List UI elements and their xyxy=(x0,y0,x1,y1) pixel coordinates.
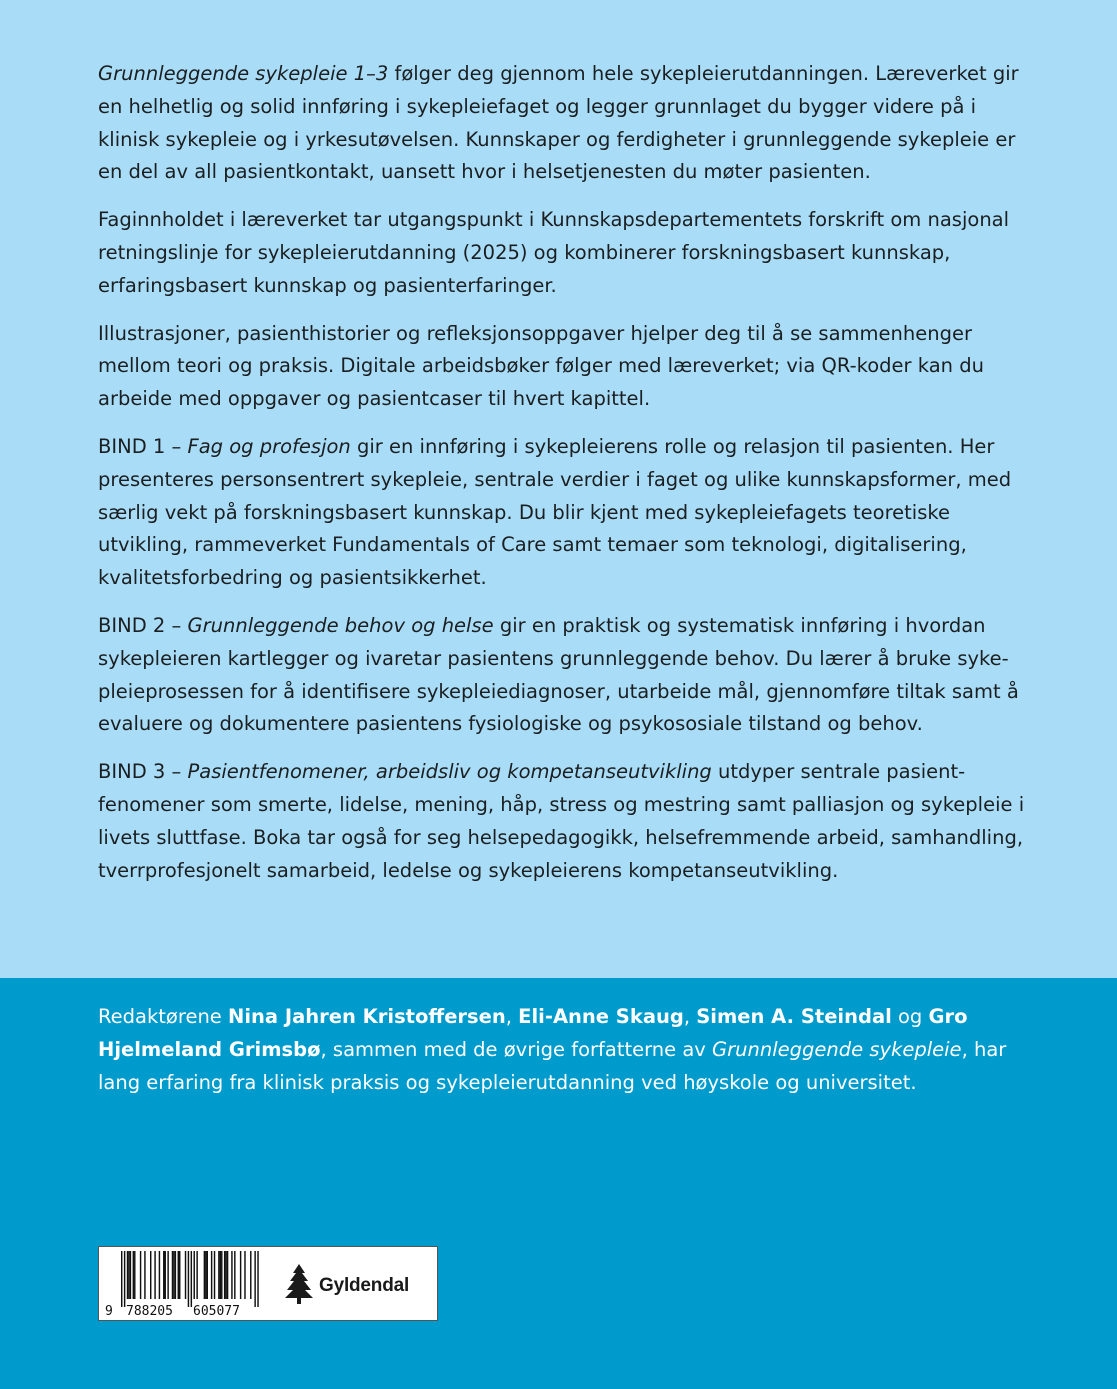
bind1-label: BIND 1 – xyxy=(98,434,188,458)
barcode-bar xyxy=(167,1251,168,1299)
barcode-bar xyxy=(234,1251,235,1299)
barcode-bar xyxy=(214,1251,215,1299)
barcode-bar xyxy=(250,1251,251,1299)
barcode-bar xyxy=(154,1251,155,1299)
barcode-bar xyxy=(134,1251,135,1299)
barcode-first-digit: 9 xyxy=(105,1304,113,1319)
editors-sep-1: , xyxy=(505,1005,519,1028)
barcode-bar xyxy=(128,1251,129,1299)
barcode-bar xyxy=(221,1251,222,1299)
editors-suffix: , har lang erfaring fra klinisk praksis og sykepleierutdanning ved høyskole og universitet. xyxy=(98,1038,1007,1094)
barcode-bar xyxy=(124,1251,125,1307)
intro-paragraph xyxy=(98,58,1033,189)
barcode-bar xyxy=(179,1251,180,1299)
bind2-text: gir en praktisk og systematisk innføring i hvordan sykepleieren kartlegger og ivaretar pasientens grunnleggende behov. Du lærer å bruke sykepleieprosessen for å identifisere sykepleiediagnoser, utarbeide mål, gjennomføre tiltak samt å evaluere og dokumentere pasientens fysiologiske og psykososiale tilstand og behov. xyxy=(98,613,1019,736)
barcode-bar xyxy=(133,1251,134,1299)
barcode-bar xyxy=(240,1251,241,1299)
barcode-bar xyxy=(257,1251,258,1307)
barcode-bar xyxy=(196,1251,197,1299)
bind1-title: Fag og profesjon xyxy=(187,434,351,458)
barcode-bar xyxy=(173,1251,174,1299)
barcode-bar xyxy=(231,1251,232,1299)
barcode-bar xyxy=(140,1251,141,1299)
barcode-bar xyxy=(205,1251,206,1299)
barcode-bar xyxy=(159,1251,160,1299)
barcode-bar xyxy=(178,1251,179,1299)
barcode-bar xyxy=(204,1251,205,1299)
editor-name-1: Nina Jahren Kristoffersen xyxy=(228,1005,506,1028)
barcode-bar xyxy=(121,1251,122,1307)
editors-sep-3: og xyxy=(891,1005,929,1028)
barcode-bar xyxy=(211,1251,212,1299)
barcode-bar xyxy=(127,1251,128,1299)
barcode-bar xyxy=(130,1251,131,1299)
barcode-bar xyxy=(254,1251,255,1307)
editors-prefix: Redaktørene xyxy=(98,1005,229,1028)
editors-sep-2: , xyxy=(683,1005,697,1028)
barcode-bar xyxy=(188,1251,189,1307)
bind1-text: gir en innføring i sykepleierens rolle og relasjon til pasienten. Her presenteres personsentrert sykepleie, sentrale verdier i faget og ulike kunnskapsformer, med særlig vekt på forskningsbasert kunnskap. Du blir kjent med sykepleiefagets teoretiske utvikling, rammeverket Fundamentals of Care samt temaer som teknologi, digitalisering, kvalitetsforbedring og pasientsikkerhet. xyxy=(98,434,1012,590)
illustrations-paragraph: Illustrasjoner, pasienthistorier og refleksjonsoppgaver hjelper deg til å se sammenhenger mellom teori og praksis. Digitale arbeidsbøker følger med læreverket; via QR-koder kan du arbeide med oppgaver og pasientcaser til hvert kapittel. xyxy=(98,321,984,411)
bind2-label: BIND 2 – xyxy=(98,613,188,637)
editors-mid: , sammen med de øvrige forfatterne av xyxy=(320,1038,713,1061)
description-text xyxy=(98,58,1033,902)
barcode-bar xyxy=(244,1251,245,1299)
barcode-left-digits: 788205 xyxy=(126,1304,173,1319)
barcode-bar xyxy=(185,1251,186,1299)
barcode-box xyxy=(98,1246,438,1321)
editors-book-title: Grunnleggende sykepleie xyxy=(712,1038,962,1061)
editor-name-2: Eli-Anne Skaug xyxy=(518,1005,684,1028)
editors-paragraph xyxy=(98,1000,1033,1099)
barcode-bar xyxy=(194,1251,195,1299)
barcode-bar xyxy=(191,1251,192,1307)
curriculum-paragraph: Faginnholdet i læreverket tar utgangspunkt i Kunnskapsdepartementets forskrift om nasjonal retningslinje for sykepleierutdanning (2025) og kombinerer forskningsbasert kunnskap, erfaringsbasert kunnskap og pasienterfaringer. xyxy=(98,208,1010,297)
publisher-name: Gyldendal xyxy=(319,1275,410,1296)
bind3-paragraph xyxy=(98,756,1033,887)
barcode-bar xyxy=(172,1251,173,1299)
barcode-right-digits: 605077 xyxy=(193,1304,240,1319)
barcode-bar xyxy=(163,1251,164,1299)
editor-name-3: Simen A. Steindal xyxy=(696,1005,892,1028)
barcode-bar xyxy=(224,1251,225,1299)
barcode-bar xyxy=(144,1251,145,1299)
barcode-bar xyxy=(227,1251,228,1299)
barcode-bar xyxy=(218,1251,219,1299)
barcode-bar xyxy=(150,1251,151,1299)
bind3-title: Pasientfenomener, arbeidsliv og kompetanseutvikling xyxy=(187,760,712,784)
bind3-label: BIND 3 – xyxy=(98,760,188,784)
bind2-title: Grunnleggende behov og helse xyxy=(187,613,494,637)
bind3-text: utdyper sentrale pasientfenomener som smerte, lidelse, mening, håp, stress og mestring samt palliasjon og sykepleie i livets sluttfase. Boka tar også for seg helsepedagogikk, helsefremmende arbeid, samhandling, tverrprofesjonelt samarbeid, ledelse og sykepleierens kompetanseutvikling. xyxy=(98,760,1025,882)
barcode-bar xyxy=(225,1251,226,1299)
barcode-bar xyxy=(165,1251,166,1299)
isbn-barcode xyxy=(99,1247,274,1320)
bind1-paragraph xyxy=(98,431,1033,595)
barcode-bar xyxy=(175,1251,176,1299)
barcode-bar xyxy=(207,1251,208,1299)
barcode-bar xyxy=(220,1251,221,1299)
tree-icon xyxy=(283,1263,315,1305)
editor-name-4: Gro Hjelmeland Grimsbø xyxy=(98,1005,968,1061)
series-title: Grunnleggende sykepleie 1–3 xyxy=(98,62,389,85)
bind2-paragraph xyxy=(98,610,1033,741)
intro-text: følger deg gjennom hele sykepleierutdanningen. Læreverket gir en helhetlig og solid innføring i sykepleiefaget og legger grunnlaget du bygger videre på i klinisk sykepleie og i yrkesutøvelsen. Kunnskaper og ferdigheter i grunnleggende sykepleie er en del av all pasientkontakt, uansett hvor i helsetjenesten du møter pasienten. xyxy=(98,62,1019,184)
